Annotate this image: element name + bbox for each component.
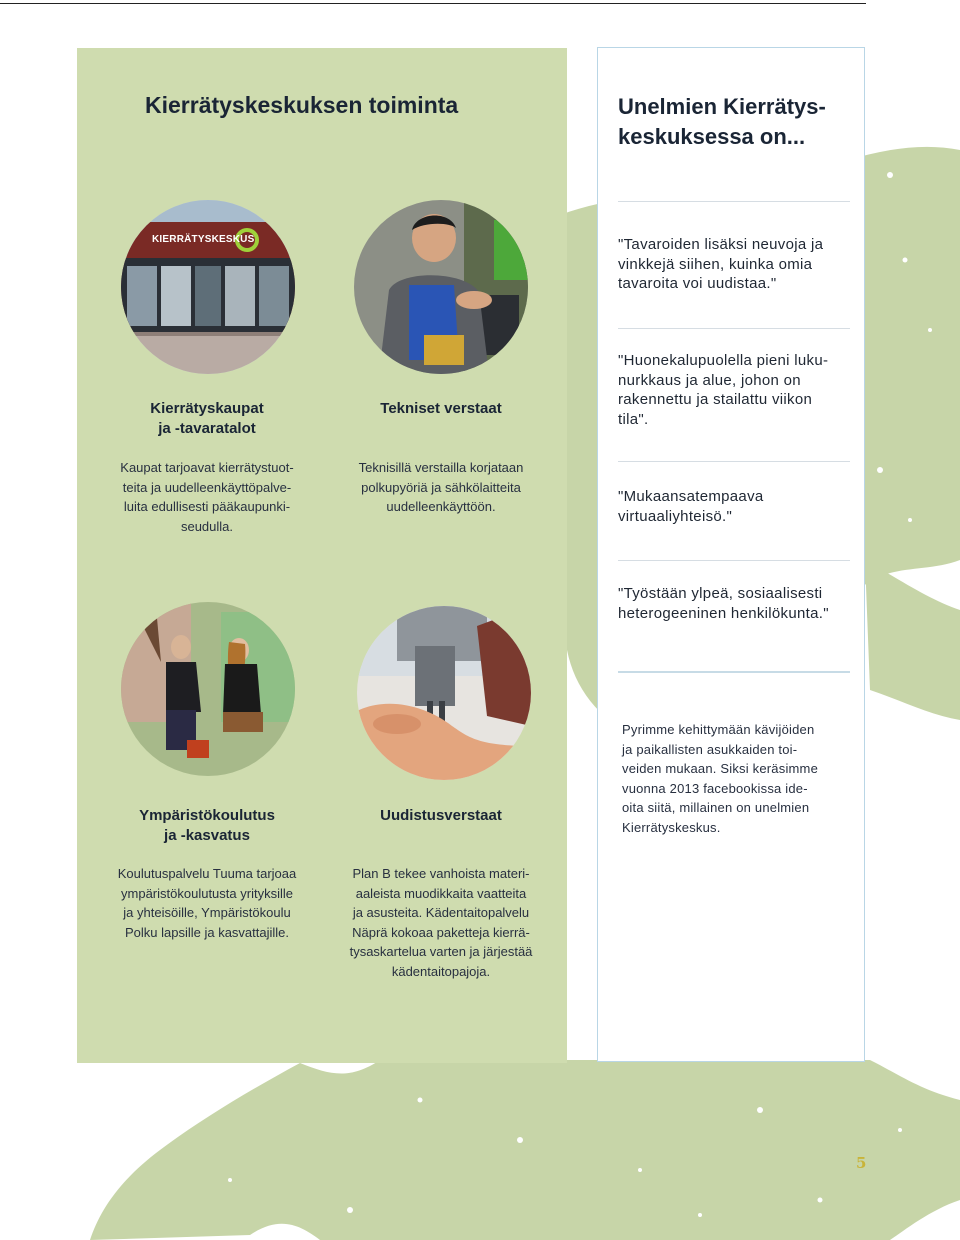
sewing-photo — [357, 606, 531, 780]
quote-line: "Tavaroiden lisäksi neuvoja ja — [618, 236, 824, 253]
divider — [618, 328, 850, 329]
workshop-item-title — [343, 399, 539, 419]
workshop-text-line: polkupyöriä ja sähkölaitteita — [361, 479, 521, 495]
closing-line: Pyrimme kehittymään kävijöiden — [622, 722, 815, 737]
quote-line: vinkkejä siihen, kuinka omia — [618, 255, 813, 273]
education-item-text — [100, 864, 314, 942]
workshop-item-text — [336, 458, 546, 517]
renewal-text-line: tysaskartelua varten ja järjestää — [349, 944, 533, 959]
store-text-line: seudulla. — [180, 518, 234, 534]
renewal-item-text — [333, 864, 549, 981]
renewal-text-line: kädentaitopajoja. — [391, 963, 491, 979]
education-text-line: Polku lapsille ja kasvattajille. — [124, 924, 290, 940]
quote-community — [618, 487, 853, 526]
store-title-line: ja -tavaratalot — [158, 420, 256, 437]
closing-line: Kierrätyskeskus. — [622, 819, 721, 835]
closing-line: oita siitä, millainen on unelmien — [622, 800, 810, 815]
services-title: Kierrätyskeskuksen toiminta — [145, 92, 459, 118]
quote-advice — [618, 235, 853, 294]
education-item-title — [110, 806, 304, 846]
store-photo — [121, 200, 295, 374]
store-sign: KIERRÄTYSKESKUS — [152, 234, 255, 245]
workshop-text-line: Teknisillä verstailla korjataan — [358, 460, 524, 475]
quote-staff — [618, 584, 853, 623]
renewal-title-line: Uudistusverstaat — [380, 807, 502, 824]
technician-photo — [354, 200, 528, 374]
closing-text — [622, 720, 847, 837]
quote-line: "Huonekalupuolella pieni luku- — [618, 352, 829, 369]
store-title-line: Kierrätyskaupat — [150, 400, 264, 417]
quote-line: heterogeeninen henkilökunta." — [618, 604, 829, 622]
store-text-line: teita ja uudelleenkäyttöpalve- — [122, 479, 292, 495]
renewal-text-line: Plan B tekee vanhoista materi- — [352, 866, 530, 881]
quote-line: tila". — [618, 410, 649, 428]
education-text-line: ja yhteisöille, Ympäristökoulu — [123, 905, 291, 920]
renewal-text-line: Näprä kokoaa paketteja kierrä- — [352, 924, 530, 940]
quote-line: "Työstään ylpeä, sosiaalisesti — [618, 585, 823, 602]
education-text-line: Koulutuspalvelu Tuuma tarjoaa — [117, 866, 297, 881]
store-item-text — [100, 458, 314, 536]
divider — [618, 461, 850, 462]
divider — [618, 671, 850, 673]
dream-title — [618, 92, 858, 152]
store-text-line: luita edullisesti pääkaupunki- — [123, 499, 291, 514]
closing-line: vuonna 2013 facebookissa ide- — [622, 780, 808, 796]
store-item-title — [110, 399, 304, 439]
page-number: 5 — [856, 1154, 867, 1172]
workshop-title-line: Tekniset verstaat — [380, 400, 502, 417]
education-text-line: ympäristökoulutusta yrityksille — [121, 885, 293, 901]
dream-title-line: keskuksessa on... — [618, 124, 806, 149]
renewal-item-title — [343, 806, 539, 826]
renewal-text-line: aaleista muodikkaita vaatteita — [355, 885, 527, 901]
closing-line: ja paikallisten asukkaiden toi- — [622, 741, 798, 757]
quote-line: virtuaaliyhteisö." — [618, 507, 733, 525]
renewal-text-line: ja asusteita. Kädentaitopalvelu — [352, 905, 530, 920]
dream-panel — [597, 47, 865, 1062]
quote-line: tavaroita voi uudistaa." — [618, 275, 777, 292]
quote-line: nurkkaus ja alue, johon on — [618, 371, 801, 389]
education-photo — [121, 602, 295, 776]
quote-line: "Mukaansatempaava — [618, 488, 764, 505]
store-text-line: Kaupat tarjoavat kierrätystuot- — [120, 460, 294, 475]
quote-line: rakennettu ja stailattu viikon — [618, 391, 813, 408]
education-title-line: ja -kasvatus — [164, 827, 250, 844]
education-title-line: Ympäristökoulutus — [139, 807, 275, 824]
divider — [618, 201, 850, 202]
workshop-text-line: uudelleenkäyttöön. — [386, 499, 496, 514]
divider — [618, 560, 850, 561]
closing-line: veiden mukaan. Siksi keräsimme — [622, 761, 819, 776]
quote-reading-corner — [618, 351, 853, 429]
dream-title-line: Unelmien Kierrätys- — [618, 94, 826, 119]
